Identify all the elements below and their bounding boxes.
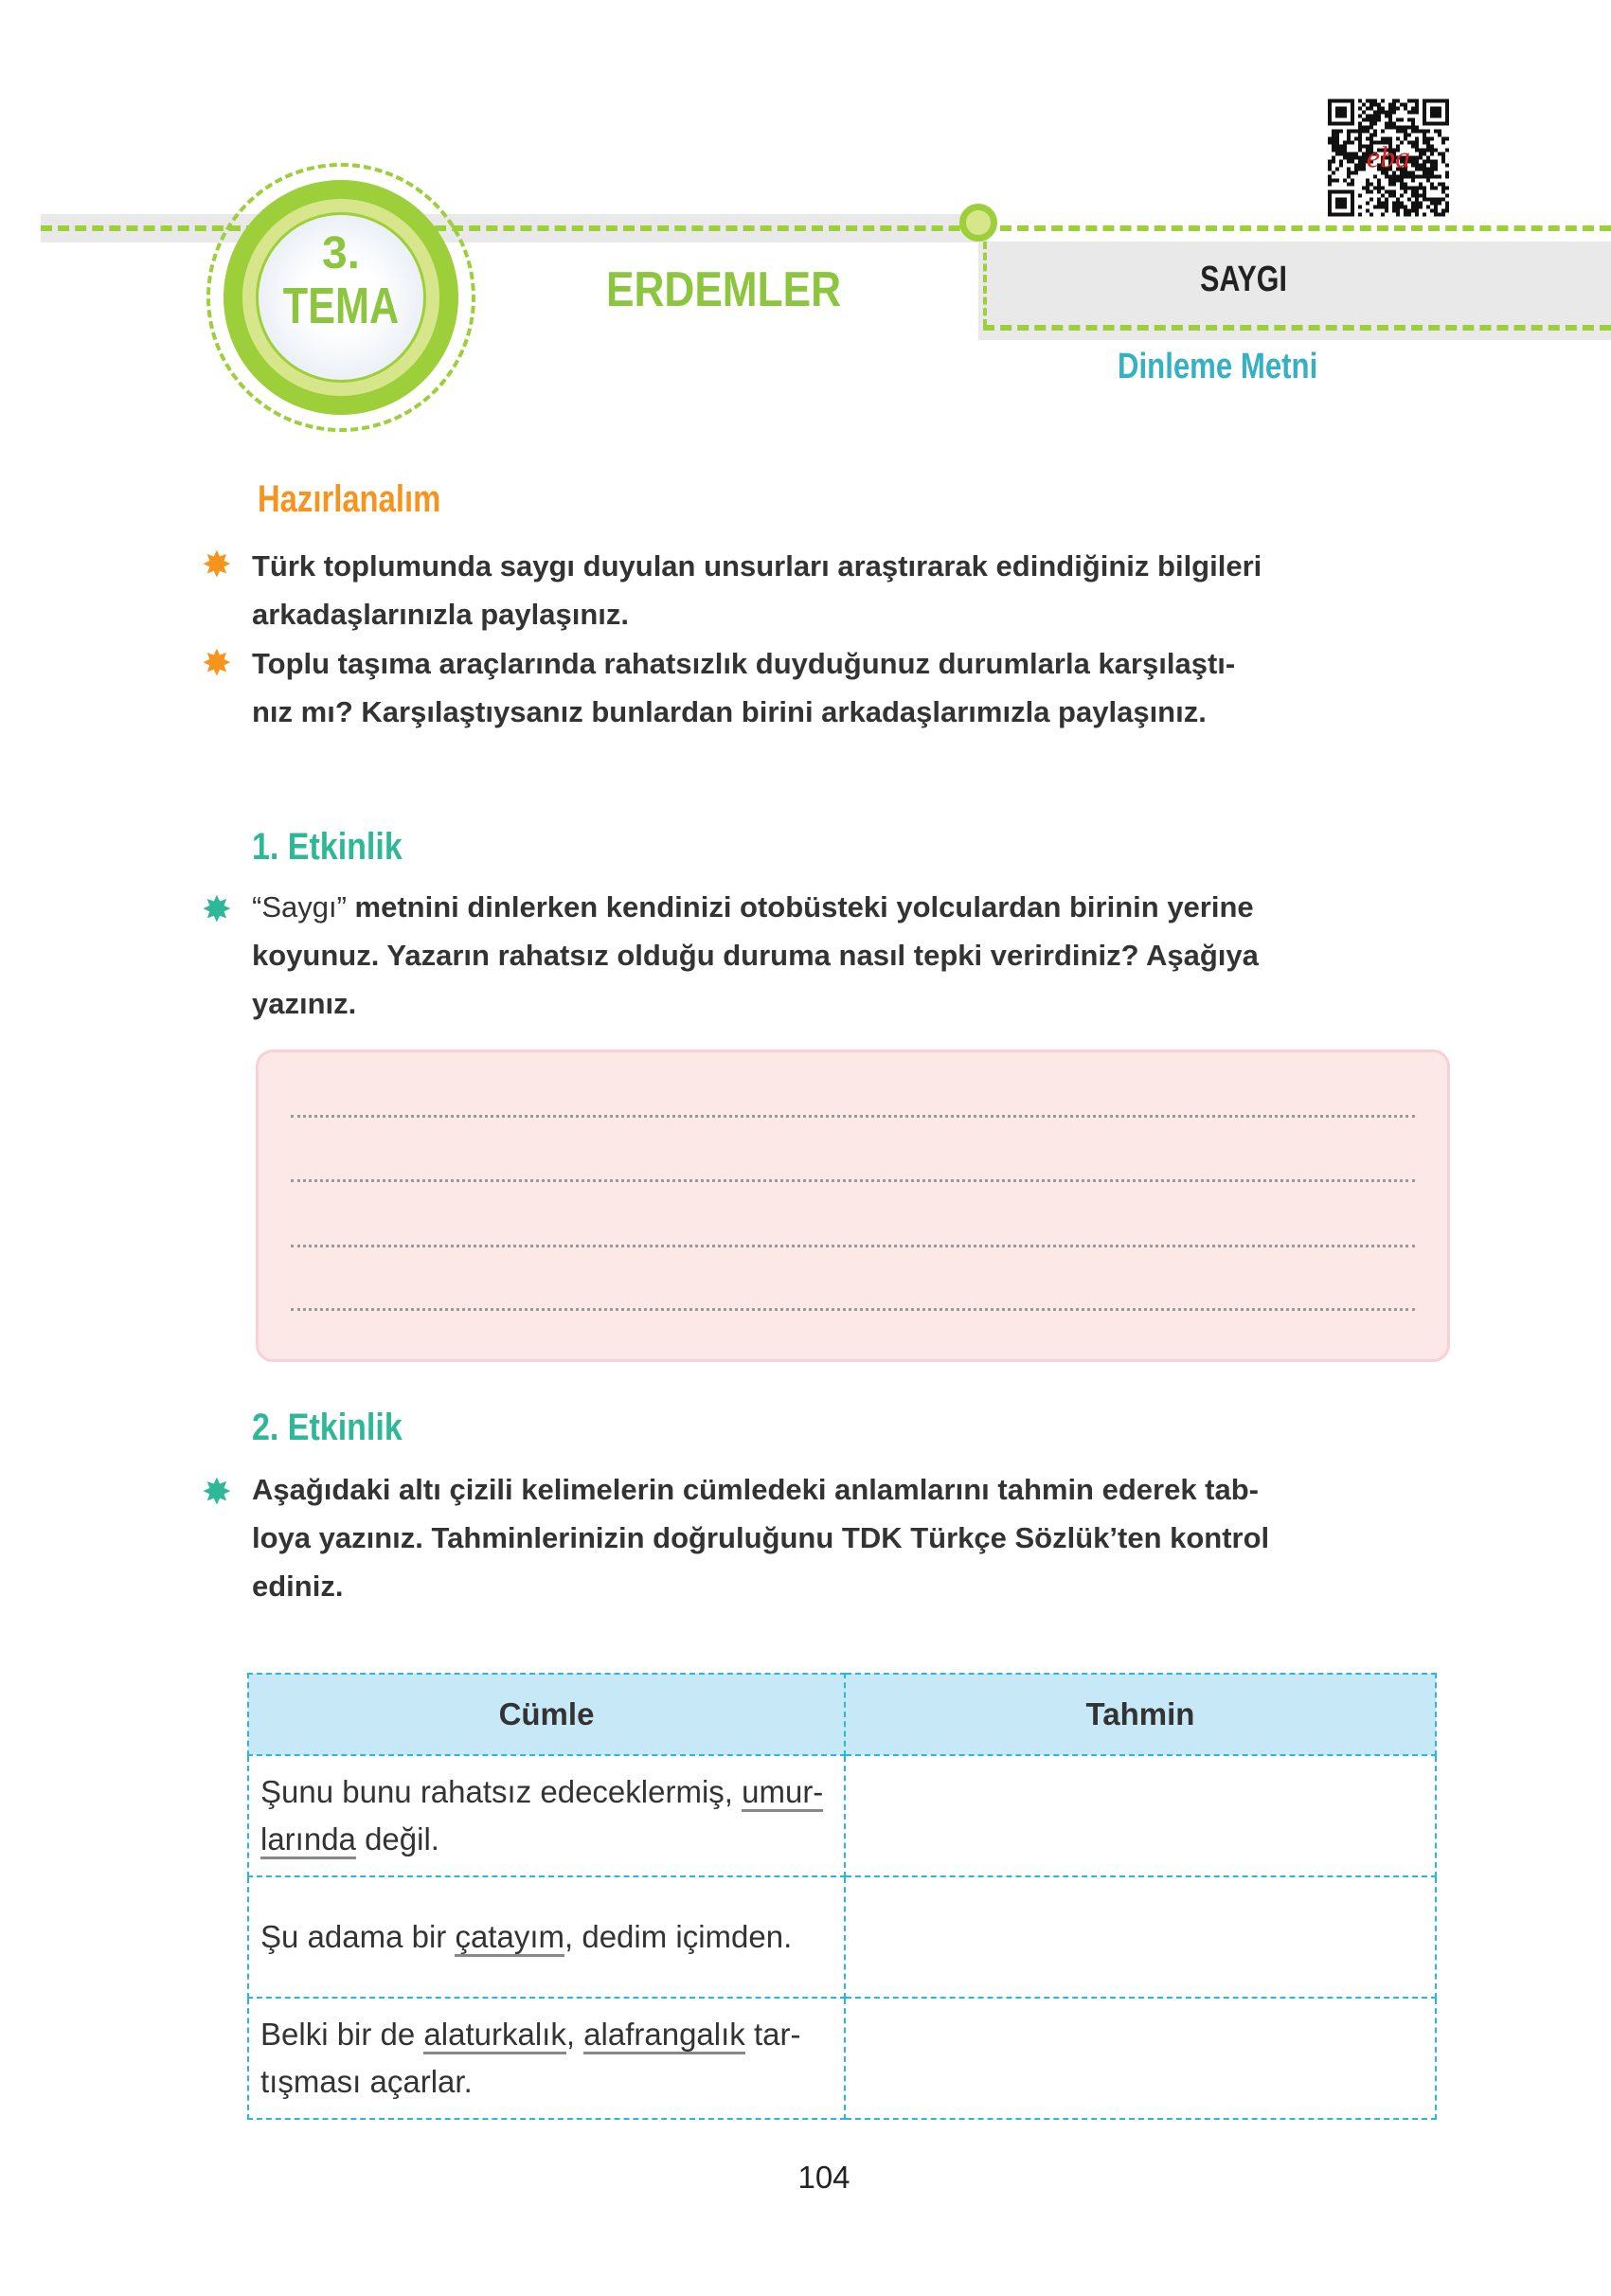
text-line: loya yazınız. Tahminlerinizin doğruluğunu TDK Türkçe Sözlük’ten kontrol — [252, 1521, 1270, 1554]
eba-logo: eba — [1366, 139, 1411, 174]
sentence-text: , dedim içimden. — [564, 1919, 793, 1954]
listening-text-label: Dinleme Metni — [1118, 347, 1318, 386]
sentence-text: Belki bir de — [260, 2017, 424, 2052]
activity-1-heading: 1. Etkinlik — [252, 826, 403, 868]
bullet-star-icon: ✸ — [202, 546, 232, 585]
timeline-dot-icon — [959, 204, 997, 242]
sentence-text: Şunu bunu rahatsız edeceklermiş, — [260, 1774, 743, 1809]
sentence-text: tışması açarlar. — [260, 2064, 473, 2099]
guess-cell[interactable] — [845, 1998, 1436, 2119]
quoted-title: “Saygı” — [252, 890, 347, 924]
text-line: Türk toplumunda saygı duyulan unsurları araştırarak edindiğiniz bilgileri — [252, 549, 1262, 583]
sentence-cell — [248, 1876, 845, 1998]
guess-cell[interactable] — [845, 1876, 1436, 1998]
sentence-text: , — [565, 2017, 584, 2052]
text-line: yazınız. — [252, 987, 357, 1020]
answer-line[interactable] — [291, 1179, 1415, 1182]
text-line — [252, 883, 1259, 931]
answer-line[interactable] — [291, 1308, 1415, 1311]
underlined-word: alafrangalık — [583, 2017, 745, 2054]
vocabulary-table — [247, 1673, 1437, 2120]
activity-2-heading: 2. Etkinlik — [252, 1407, 403, 1448]
prepare-item-2 — [252, 639, 1235, 736]
text-span: metnini dinlerken kendinizi otobüsteki yolculardan birinin yerine — [346, 890, 1254, 924]
answer-area[interactable] — [256, 1049, 1450, 1362]
sentence-text: değil. — [355, 1821, 439, 1857]
table-row — [248, 1755, 1436, 1876]
sentence-cell — [248, 1998, 845, 2119]
underlined-word: çatayım — [455, 1919, 564, 1957]
bullet-star-icon: ✸ — [202, 890, 232, 930]
underlined-word: larında — [260, 1821, 356, 1859]
theme-word: TEMA — [282, 278, 400, 334]
text-line: arkadaşlarınızla paylaşınız. — [252, 598, 630, 631]
theme-number: 3. — [321, 228, 361, 278]
text-line: koyunuz. Yazarın rahatsız olduğu duruma nasıl tepki verirdiniz? Aşağıya — [252, 939, 1259, 972]
text-line: ediniz. — [252, 1570, 344, 1603]
underlined-word: alaturkalık — [423, 2017, 565, 2054]
text-line: Toplu taşıma araçlarında rahatsızlık duyduğunuz durumlarla karşılaştı- — [252, 647, 1236, 680]
underlined-word: umur- — [742, 1774, 823, 1812]
theme-badge — [256, 212, 426, 383]
text-line: nız mı? Karşılaştıysanız bunlardan birini arkadaşlarımızla paylaşınız. — [252, 695, 1207, 728]
guess-cell[interactable] — [845, 1755, 1436, 1876]
column-header-sentence: Cümle — [248, 1674, 845, 1755]
theme-title: ERDEMLER — [606, 262, 842, 317]
section-title: SAYGI — [1200, 260, 1287, 299]
activity-2-instructions — [252, 1465, 1269, 1610]
table-row — [248, 1998, 1436, 2119]
page-number: 104 — [797, 2160, 850, 2195]
prepare-item-1 — [252, 542, 1262, 638]
column-header-guess: Tahmin — [845, 1674, 1436, 1755]
activity-1-instructions — [252, 883, 1259, 1028]
text-line: Aşağıdaki altı çizili kelimelerin cümledeki anlamlarını tahmin ederek tab- — [252, 1473, 1260, 1506]
sentence-text: Şu adama bir — [260, 1919, 456, 1954]
table-header-row — [248, 1674, 1436, 1755]
prepare-heading: Hazırlanalım — [258, 478, 441, 520]
answer-line[interactable] — [291, 1115, 1415, 1118]
sentence-cell — [248, 1755, 845, 1876]
bullet-star-icon: ✸ — [202, 1473, 232, 1513]
table-row — [248, 1876, 1436, 1998]
sentence-text: tar- — [744, 2017, 801, 2052]
answer-line[interactable] — [291, 1245, 1415, 1247]
qr-code[interactable] — [1328, 99, 1449, 217]
bullet-star-icon: ✸ — [202, 644, 232, 684]
